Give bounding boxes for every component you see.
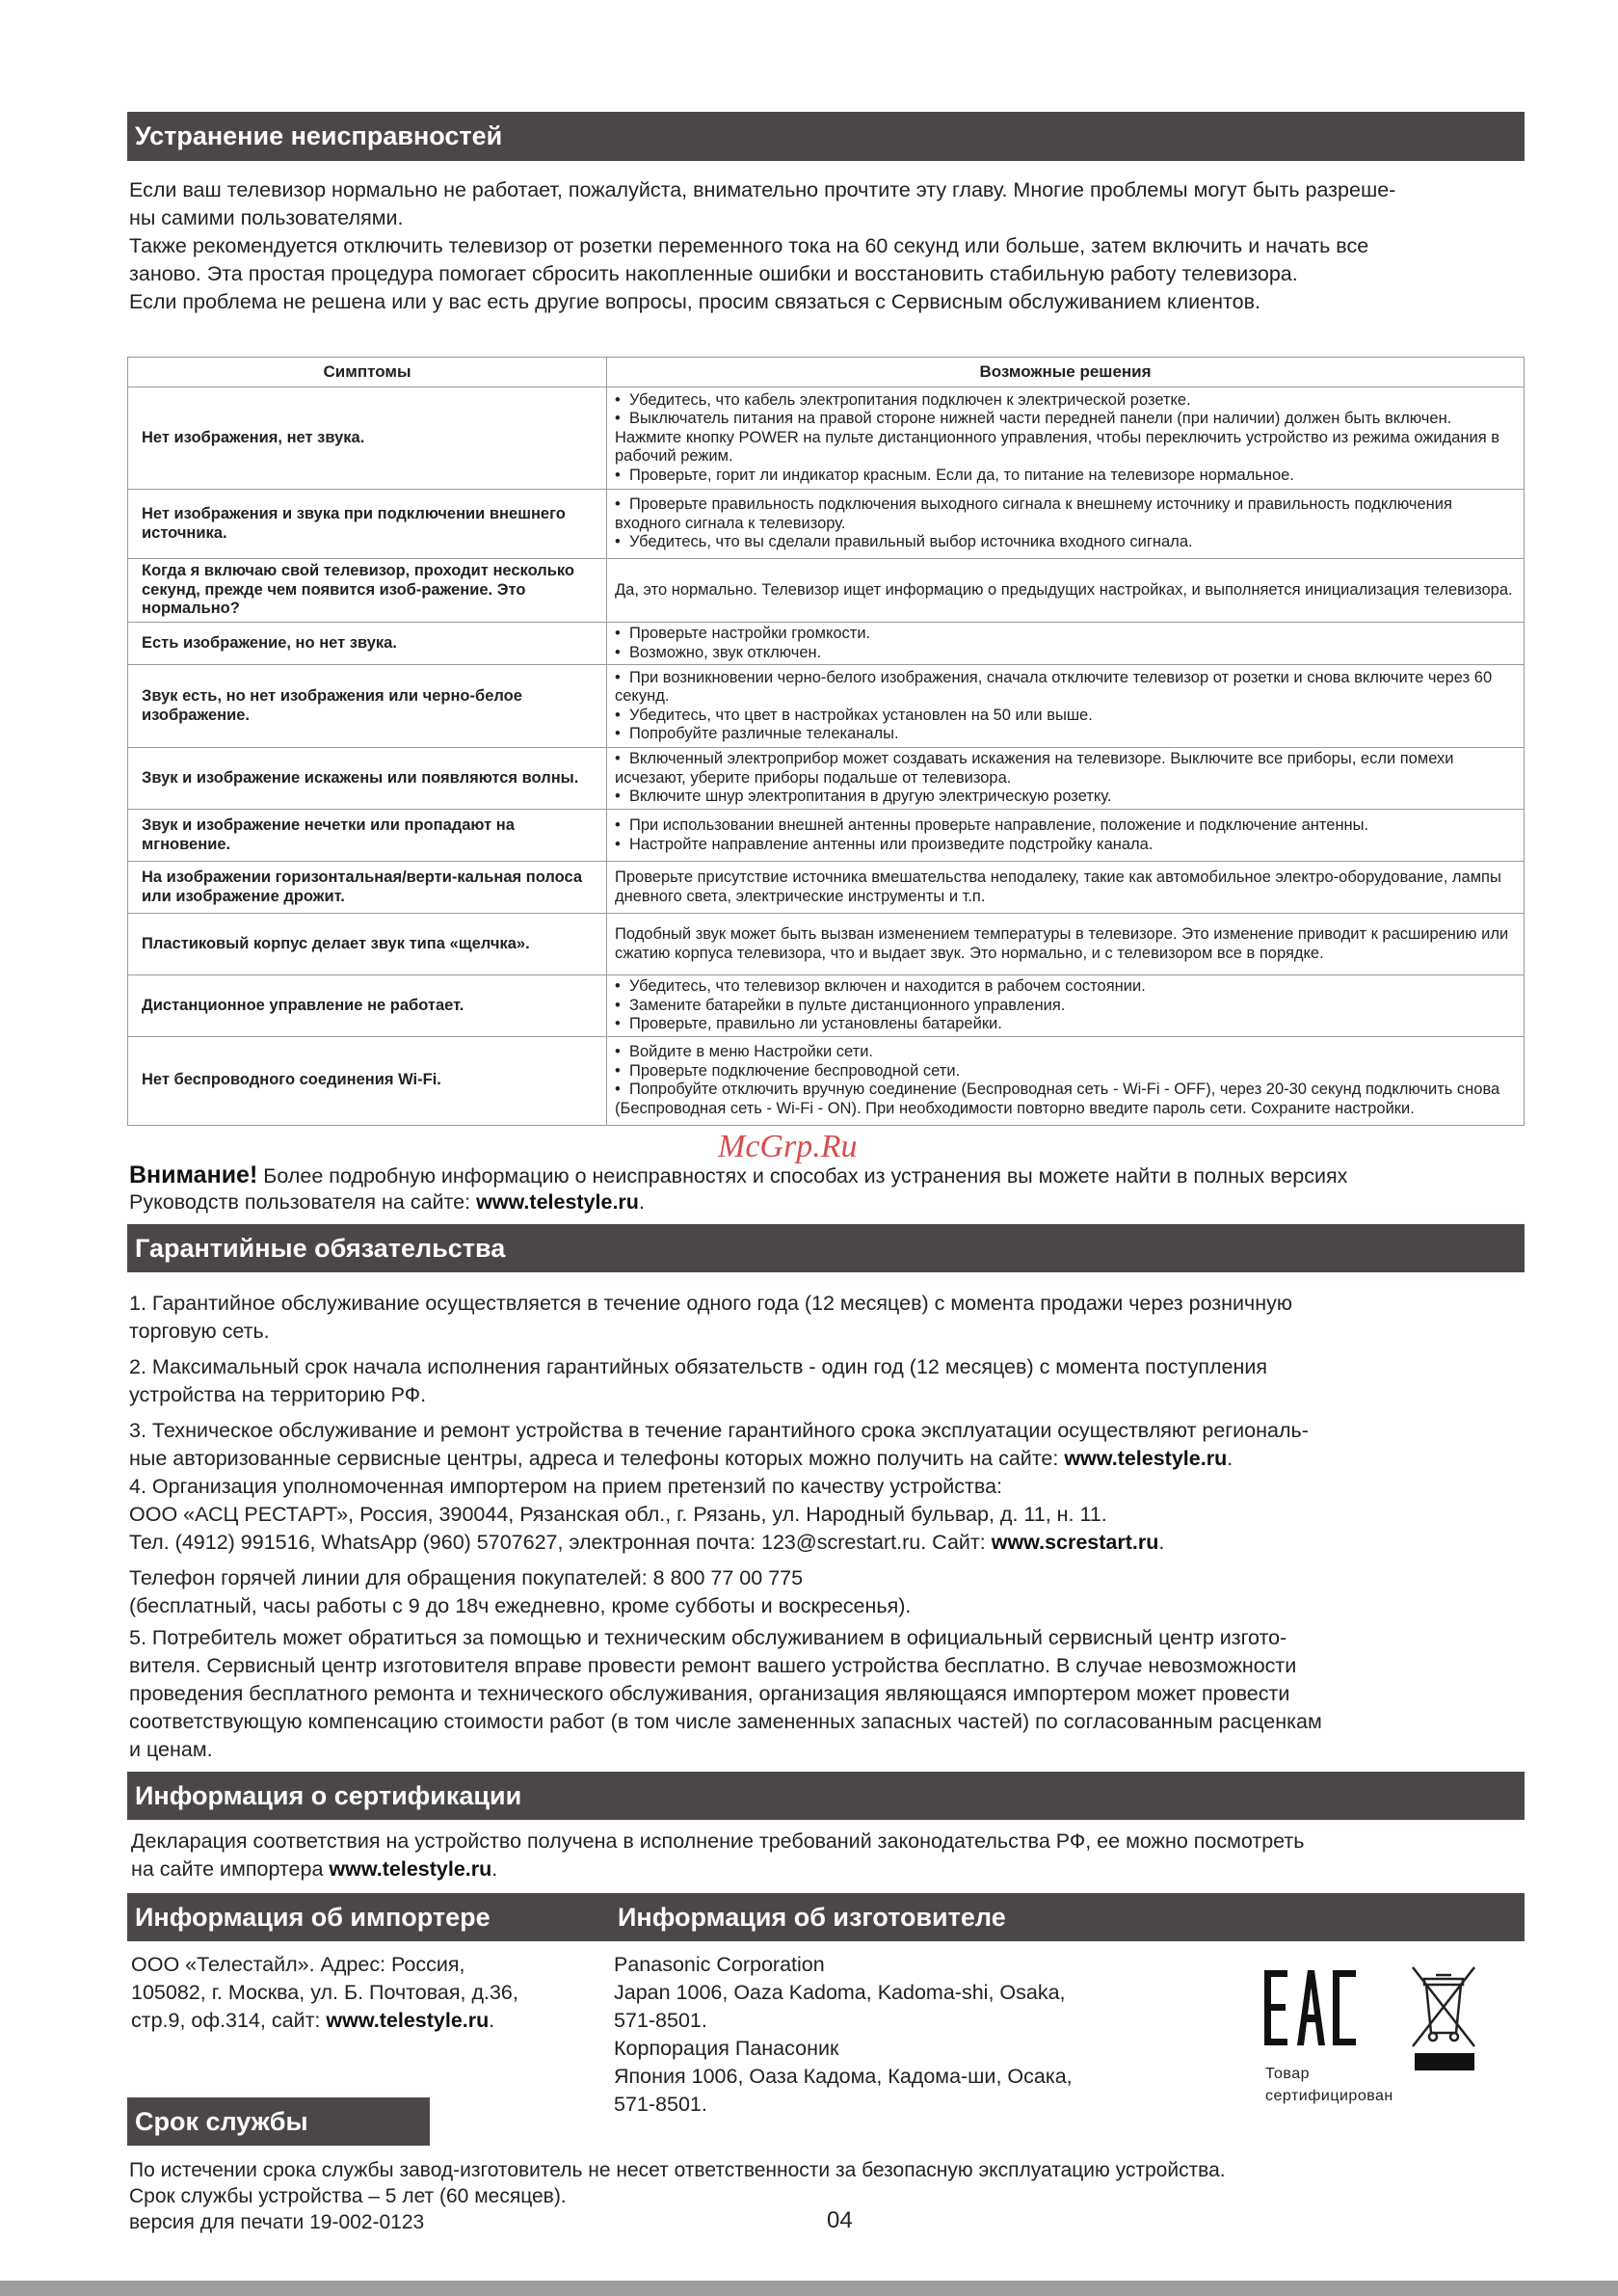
table-row [128,1036,1525,1125]
solution-cell [607,665,1525,748]
table-row [128,387,1525,490]
solution-bullet: • Проверьте, горит ли индикатор красным. Если да, то питание на телевизоре нормальное. [615,467,1518,486]
intro-line: Если проблема не решена или у вас есть другие вопросы, просим связаться с Сервисным обслуживанием клиентов. [129,290,1260,313]
footer-strip [0,2281,1618,2296]
warranty-p5b: вителя. Сервисный центр изготовителя вправе провести ремонт вашего устройства бесплатно. В случае невозможности [129,1654,1297,1677]
hotline-line: Телефон горячей линии для обращения покупателей: 8 800 77 00 775 [129,1566,804,1589]
table-row [128,623,1525,665]
certification-text: Декларация соответствия на устройство получена в исполнение требований законодательства РФ, ее можно посмотреть на сайте импортера www.telestyle.ru. [131,1828,1538,1883]
solution-cell [607,623,1525,665]
certified-line-2: сертифицирован [1265,2088,1393,2104]
service-site-link[interactable]: www.screstart.ru [991,1531,1159,1554]
intro-line: Если ваш телевизор нормально не работает, пожалуйста, внимательно прочтите эту главу. Многие проблемы могут быть разреше- [129,178,1396,201]
importer-info: ООО «Телестайл». Адрес: Россия, 105082, г. Москва, ул. Б. Почтовая, д.36, стр.9, оф.314, сайт: www.telestyle.ru. [131,1951,594,2035]
solution-bullet: • Настройте направление антенны или произведите подстройку канала. [615,836,1518,855]
solution-cell [607,559,1525,623]
solution-bullet: • Убедитесь, что вы сделали правильный выбор источника входного сигнала. [615,533,1518,552]
manufacturer-info [614,1951,1154,2119]
black-bar [1415,2053,1474,2070]
manufacturer-line: Panasonic Corporation [614,1953,825,1976]
solution-text: Подобный звук может быть вызван изменением температуры в телевизоре. Это изменение приводит к расширению или сжатию корпуса телевизора, что и выдает звук. Это нормально, и с телевизором все в порядке. [615,925,1509,962]
solution-cell [607,1036,1525,1125]
page-number: 04 [827,2207,853,2233]
symptom-cell: Нет изображения, нет звука. [128,387,607,490]
warranty-p2: 2. Максимальный срок начала исполнения гарантийных обязательств - один год (12 месяцев) с момента поступления [129,1355,1268,1378]
symptom-cell: Дистанционное управление не работает. [128,975,607,1037]
eac-mark-icon [1262,1966,1359,2049]
attention-site-link[interactable]: www.telestyle.ru [476,1190,639,1214]
certification-title-text: Информация о сертификации [135,1780,522,1810]
symptom-cell: На изображении горизонтальная/верти-кальная полоса или изображение дрожит. [128,862,607,914]
manufacturer-line: Корпорация Панасоник [614,2037,839,2060]
symptom-cell: Когда я включаю свой телевизор, проходит несколько секунд, прежде чем появится изоб-ражение. Это нормально? [128,559,607,623]
solution-cell [607,862,1525,914]
table-row [128,665,1525,748]
table-row [128,914,1525,975]
warranty-p4c: Тел. (4912) 991516, WhatsApp (960) 5707627, электронная почта: 123@screstart.ru. Сайт: [129,1531,992,1554]
warranty-p5c: проведения бесплатного ремонта и технического обслуживания, организация являющаяся импортером может провести [129,1682,1290,1705]
certification-line-2: на сайте импортера [131,1857,330,1881]
troubleshooting-title [127,112,1525,161]
solution-bullet: • Возможно, звук отключен. [615,644,1518,663]
table-row [128,559,1525,623]
symptom-cell: Пластиковый корпус делает звук типа «щелчка». [128,914,607,975]
warranty-p1b: торговую сеть. [129,1320,270,1343]
watermark-text: McGrp.Ru [718,1129,858,1164]
importer-site-link[interactable]: www.telestyle.ru [326,2009,490,2032]
intro-line: Также рекомендуется отключить телевизор от розетки переменного тока на 60 секунд или больше, затем включить и начать все [129,234,1369,257]
manufacturer-line: Япония 1006, Оаза Кадома, Кадома-ши, Осака, [614,2065,1073,2088]
service-life-title [127,2097,430,2146]
symptom-cell: Нет беспроводного соединения Wi-Fi. [128,1036,607,1125]
importer-line: 105082, г. Москва, ул. Б. Почтовая, д.36, [131,1981,518,2004]
solution-bullet: • Убедитесь, что цвет в настройках установлен на 50 или выше. [615,707,1518,726]
column-header-symptoms: Симптомы [128,358,607,387]
service-life-line: Срок службы устройства – 5 лет (60 месяцев). [129,2185,567,2207]
table-row [128,490,1525,559]
attention-text-2: Руководств пользователя на сайте: [129,1190,477,1214]
symptom-cell: Нет изображения и звука при подключении внешнего источника. [128,490,607,559]
table-row [128,748,1525,810]
manufacturer-title: Информация об изготовителе [618,1902,1006,1932]
print-version: версия для печати 19-002-0123 [129,2211,425,2233]
table-header-row [128,358,1525,387]
solution-bullet: • Убедитесь, что телевизор включен и находится в рабочем состоянии. [615,977,1518,997]
solution-cell [607,810,1525,862]
symptom-cell: Есть изображение, но нет звука. [128,623,607,665]
certified-line-1: Товар [1265,2066,1311,2082]
solution-text: Проверьте присутствие источника вмешательства неподалеку, такие как автомобильное электро-оборудование, лампы дневного света, электрические инструменты и т.п. [615,868,1501,905]
warranty-body: 1. Гарантийное обслуживание осуществляется в течение одного года (12 месяцев) с момента продажи через розничную торговую сеть. 2. Максимальный срок начала исполнения гарантийных обязательств - один год (12 месяцев) с момента поступления устройства на территорию РФ. 3. Техническое обслуживание и ремонт устройства в течение гарантийного срока эксплуатации осуществляют региональ- ные авторизованные сервисные центры, адреса и телефоны которых можно получить на сайте: www.telestyle.ru. 4. Организация уполномоченная импортером на прием претензий по качеству устройства: ООО «АСЦ РЕСТАРТ», Россия, 390044, Рязанская обл., г. Рязань, ул. Народный бульвар, д. 11, н. 11. Тел. (4912) 991516, WhatsApp (960) 5707627, электронная почта: 123@screstart.ru. Сайт: www.screstart.ru. Телефон горячей линии для обращения покупателей: 8 800 77 00 775 (бесплатный, часы работы с 9 до 18ч ежедневно, кроме субботы и воскресенья). 5. Потребитель может обратиться за помощью и техническим обслуживанием в официальный сервисный центр изгото- вителя. Сервисный центр изготовителя вправе провести ремонт вашего устройства бесплатно. В случае невозможности проведения бесплатного ремонта и технического обслуживания, организация являющаяся импортером может провести соответствующую компенсацию стоимости работ (в том числе замененных запасных частей) по согласованным расценкам и ценам. [129,1290,1536,1764]
troubleshooting-intro [129,176,1536,316]
importer-title: Информация об импортере [135,1902,491,1932]
hotline-hours: (бесплатный, часы работы с 9 до 18ч ежедневно, кроме субботы и воскресенья). [129,1594,912,1617]
certification-line: Декларация соответствия на устройство получена в исполнение требований законодательства РФ, ее можно посмотреть [131,1829,1305,1853]
certified-label [1265,2063,1393,2107]
solution-bullet: • Проверьте подключение беспроводной сети. [615,1062,1518,1081]
solution-cell [607,914,1525,975]
warranty-title [127,1224,1525,1272]
solution-bullet: • Проверьте настройки громкости. [615,625,1518,644]
troubleshooting-table [127,357,1525,1126]
solution-bullet: • Замените батарейки в пульте дистанционного управления. [615,997,1518,1016]
troubleshooting-title-text: Устранение неисправностей [135,121,503,150]
certification-title [127,1772,1525,1820]
warranty-p2b: устройства на территорию РФ. [129,1383,427,1406]
warranty-p3b: ные авторизованные сервисные центры, адреса и телефоны которых можно получить на сайте: [129,1447,1065,1470]
solution-bullet: • Проверьте, правильно ли установлены батарейки. [615,1015,1518,1034]
attention-end: . [638,1190,645,1214]
attention-text: Более подробную информацию о неисправностях и способах из устранения вы можете найти в полных версиях [257,1164,1348,1188]
solution-bullet: • Включите шнур электропитания в другую электрическую розетку. [615,788,1518,807]
warranty-p1: 1. Гарантийное обслуживание осуществляется в течение одного года (12 месяцев) с момента продажи через розничную [129,1292,1292,1315]
solution-text: Да, это нормально. Телевизор ищет информацию о предыдущих настройках, и выполняется инициализация телевизора. [615,580,1513,599]
warranty-p4b: ООО «АСЦ РЕСТАРТ», Россия, 390044, Рязанская обл., г. Рязань, ул. Народный бульвар, д. 11, н. 11. [129,1503,1107,1526]
attention-note [129,1162,1536,1215]
solution-bullet: • Выключатель питания на правой стороне нижней части передней панели (при наличии) должен быть включен. Нажмите кнопку POWER на пульте дистанционного управления, чтобы переключить устройство из режима ожидания в рабочий режим. [615,410,1518,467]
intro-line: заново. Эта простая процедура помогает сбросить накопленные ошибки и восстановить стабильную работу телевизора. [129,262,1298,285]
solution-bullet: • Войдите в меню Настройки сети. [615,1043,1518,1062]
solution-bullet: • Убедитесь, что кабель электропитания подключен к электрической розетке. [615,391,1518,411]
solution-cell [607,490,1525,559]
solution-cell [607,748,1525,810]
symptom-cell: Звук есть, но нет изображения или черно-белое изображение. [128,665,607,748]
warranty-p5e: и ценам. [129,1738,213,1761]
warranty-p3: 3. Техническое обслуживание и ремонт устройства в течение гарантийного срока эксплуатации осуществляют региональ- [129,1419,1309,1442]
solution-bullet: • При использовании внешней антенны проверьте направление, положение и подключение антенны. [615,816,1518,836]
eac-logo [1262,1966,1359,2049]
table-row [128,975,1525,1037]
solution-bullet: • При возникновении черно-белого изображения, сначала отключите телевизор от розетки и снова включите через 60 секунд. [615,669,1518,707]
importer-line: ООО «Телестайл». Адрес: Россия, [131,1953,465,1976]
importer-manufacturer-bar [127,1893,1525,1941]
warranty-title-text: Гарантийные обязательства [135,1233,506,1263]
warranty-p5: 5. Потребитель может обратиться за помощью и техническим обслуживанием в официальный сервисный центр изгото- [129,1626,1287,1649]
column-header-solutions: Возможные решения [607,358,1525,387]
table-row [128,810,1525,862]
warranty-site-link[interactable]: www.telestyle.ru [1064,1447,1228,1470]
solution-bullet: • Попробуйте различные телеканалы. [615,725,1518,744]
solution-cell [607,975,1525,1037]
attention-label: Внимание! [129,1161,258,1188]
solution-bullet: • Включенный электроприбор может создавать искажения на телевизоре. Выключите все приборы, если помехи исчезают, уберите приборы подальше от телевизора. [615,750,1518,788]
symptom-cell: Звук и изображение нечетки или пропадают на мгновение. [128,810,607,862]
intro-line: ны самими пользователями. [129,206,404,229]
table-row [128,862,1525,914]
service-life-line: По истечении срока службы завод-изготовитель не несет ответственности за безопасную эксплуатацию устройства. [129,2159,1226,2181]
service-life-title-text: Срок службы [135,2106,308,2136]
solution-cell [607,387,1525,490]
manufacturer-line: Japan 1006, Oaza Kadoma, Kadoma-shi, Osaka, [614,1981,1066,2004]
manufacturer-line: 571-8501. [614,2093,707,2116]
warranty-p5d: соответствующую компенсацию стоимости работ (в том числе замененных запасных частей) по согласованным расценкам [129,1710,1322,1733]
weee-bin-icon [1407,1962,1480,2058]
warranty-p4: 4. Организация уполномоченная импортером на прием претензий по качеству устройства: [129,1475,1003,1498]
importer-line: стр.9, оф.314, сайт: [131,2009,327,2032]
manufacturer-line: 571-8501. [614,2009,707,2032]
solution-bullet: • Проверьте правильность подключения выходного сигнала к внешнему источнику и правильность подключения входного сигнала к телевизору. [615,495,1518,533]
solution-bullet: • Попробуйте отключить вручную соединение (Беспроводная сеть - Wi-Fi - OFF), через 20-30 секунд подключить снова (Беспроводная сеть - Wi-Fi - ON). При необходимости повторно введите пароль сети. Сохраните настройки. [615,1081,1518,1118]
symptom-cell: Звук и изображение искажены или появляются волны. [128,748,607,810]
certification-site-link[interactable]: www.telestyle.ru [329,1857,492,1881]
